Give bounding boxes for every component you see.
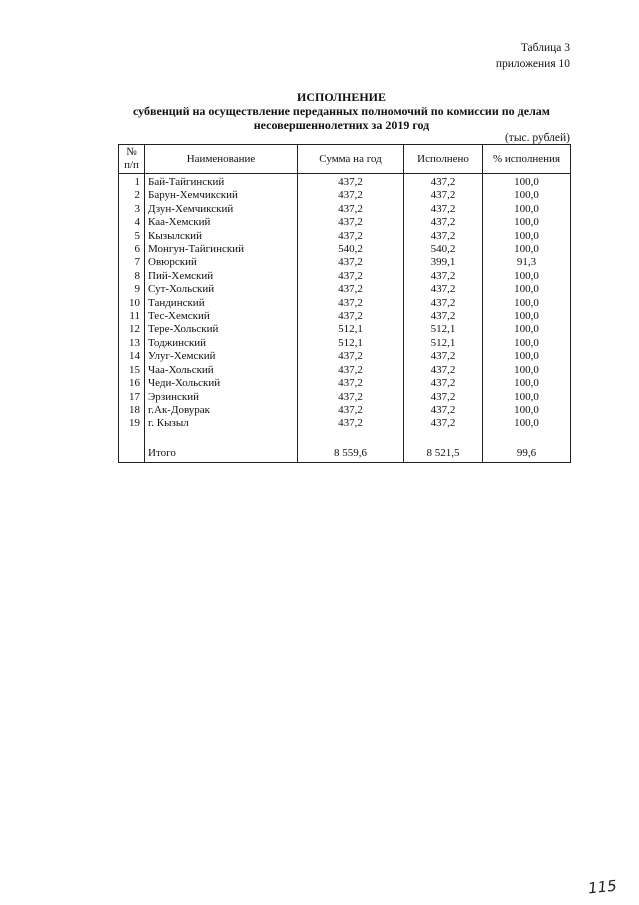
execution-percent: 100,0 (483, 216, 571, 229)
annual-sum: 437,2 (298, 270, 404, 283)
row-number: 6 (119, 243, 145, 256)
row-number: 14 (119, 350, 145, 363)
annual-sum: 437,2 (298, 297, 404, 310)
district-name: Бай-Тайгинский (145, 174, 298, 190)
annual-sum: 437,2 (298, 203, 404, 216)
table-row (119, 230, 571, 243)
document-subtitle-line1: субвенций на осуществление переданных полномочий по комиссии по делам (133, 104, 550, 118)
district-name: Тес-Хемский (145, 310, 298, 323)
table-row (119, 310, 571, 323)
executed-amount: 399,1 (404, 256, 483, 269)
execution-percent: 100,0 (483, 203, 571, 216)
execution-table (118, 144, 571, 463)
annual-sum: 437,2 (298, 364, 404, 377)
executed-amount: 437,2 (404, 391, 483, 404)
row-number: 18 (119, 404, 145, 417)
executed-amount: 512,1 (404, 337, 483, 350)
annual-sum: 437,2 (298, 174, 404, 190)
execution-percent: 100,0 (483, 243, 571, 256)
executed-amount: 437,2 (404, 216, 483, 229)
table-row (119, 391, 571, 404)
district-name: Каа-Хемский (145, 216, 298, 229)
district-name: Пий-Хемский (145, 270, 298, 283)
total-executed: 8 521,5 (404, 447, 483, 463)
table-row (119, 417, 571, 430)
row-number: 8 (119, 270, 145, 283)
executed-amount: 437,2 (404, 174, 483, 190)
row-number: 15 (119, 364, 145, 377)
row-number: 16 (119, 377, 145, 390)
appendix-reference: приложения 10 (495, 58, 570, 70)
document-subtitle-line2: несовершеннолетних за 2019 год (253, 118, 430, 132)
executed-amount: 437,2 (404, 270, 483, 283)
total-number-cell (119, 447, 145, 463)
executed-amount: 437,2 (404, 404, 483, 417)
total-label: Итого (145, 447, 298, 463)
execution-percent: 100,0 (483, 270, 571, 283)
table-row (119, 256, 571, 269)
column-header-annual-sum: Сумма на год (298, 145, 404, 174)
column-header-percent: % исполнения (483, 145, 571, 174)
table-row (119, 189, 571, 202)
district-name: Дзун-Хемчикский (145, 203, 298, 216)
executed-amount: 512,1 (404, 323, 483, 336)
district-name: Сут-Хольский (145, 283, 298, 296)
row-number: 11 (119, 310, 145, 323)
executed-amount: 437,2 (404, 283, 483, 296)
district-name: г. Кызыл (145, 417, 298, 430)
row-number: 2 (119, 189, 145, 202)
table-body (119, 174, 571, 463)
execution-percent: 100,0 (483, 283, 571, 296)
district-name: Чеди-Хольский (145, 377, 298, 390)
execution-percent: 100,0 (483, 364, 571, 377)
annual-sum: 437,2 (298, 391, 404, 404)
annual-sum: 437,2 (298, 377, 404, 390)
row-number: 19 (119, 417, 145, 430)
execution-percent: 100,0 (483, 391, 571, 404)
table-row (119, 216, 571, 229)
execution-percent: 100,0 (483, 337, 571, 350)
district-name: Монгун-Тайгинский (145, 243, 298, 256)
execution-percent: 100,0 (483, 230, 571, 243)
execution-percent: 100,0 (483, 323, 571, 336)
execution-percent: 100,0 (483, 174, 571, 190)
table-header-row (119, 145, 571, 174)
table-row (119, 364, 571, 377)
annual-sum: 437,2 (298, 256, 404, 269)
table-row (119, 350, 571, 363)
annual-sum: 540,2 (298, 243, 404, 256)
annual-sum: 437,2 (298, 417, 404, 430)
annual-sum: 437,2 (298, 230, 404, 243)
executed-amount: 437,2 (404, 364, 483, 377)
row-number: 1 (119, 174, 145, 190)
row-number: 12 (119, 323, 145, 336)
column-header-executed: Исполнено (404, 145, 483, 174)
table-row (119, 283, 571, 296)
executed-amount: 437,2 (404, 297, 483, 310)
district-name: Эрзинский (145, 391, 298, 404)
table-spacer-row (119, 431, 571, 447)
row-number: 10 (119, 297, 145, 310)
executed-amount: 437,2 (404, 350, 483, 363)
table-row (119, 377, 571, 390)
district-name: Тоджинский (145, 337, 298, 350)
page-number: 115 (587, 876, 618, 898)
row-number: 9 (119, 283, 145, 296)
execution-percent: 100,0 (483, 350, 571, 363)
annual-sum: 437,2 (298, 350, 404, 363)
table-total-row (119, 447, 571, 463)
row-number: 3 (119, 203, 145, 216)
executed-amount: 437,2 (404, 189, 483, 202)
annual-sum: 437,2 (298, 283, 404, 296)
execution-percent: 100,0 (483, 417, 571, 430)
executed-amount: 540,2 (404, 243, 483, 256)
table-row (119, 243, 571, 256)
column-header-number: № п/п (119, 145, 145, 174)
row-number: 13 (119, 337, 145, 350)
district-name: г.Ак-Довурак (145, 404, 298, 417)
district-name: Барун-Хемчикский (145, 189, 298, 202)
executed-amount: 437,2 (404, 310, 483, 323)
executed-amount: 437,2 (404, 417, 483, 430)
annual-sum: 437,2 (298, 404, 404, 417)
document-title: ИСПОЛНЕНИЕ (296, 90, 387, 104)
table-row (119, 323, 571, 336)
district-name: Улуг-Хемский (145, 350, 298, 363)
column-header-name: Наименование (145, 145, 298, 174)
total-annual-sum: 8 559,6 (298, 447, 404, 463)
execution-percent: 100,0 (483, 377, 571, 390)
annual-sum: 512,1 (298, 323, 404, 336)
annual-sum: 437,2 (298, 216, 404, 229)
row-number: 5 (119, 230, 145, 243)
table-reference: Таблица 3 (520, 42, 570, 54)
execution-percent: 100,0 (483, 404, 571, 417)
district-name: Кызылский (145, 230, 298, 243)
annual-sum: 512,1 (298, 337, 404, 350)
row-number: 4 (119, 216, 145, 229)
district-name: Тандинский (145, 297, 298, 310)
execution-percent: 100,0 (483, 189, 571, 202)
table-row (119, 337, 571, 350)
total-percent: 99,6 (483, 447, 571, 463)
execution-percent: 91,3 (483, 256, 571, 269)
executed-amount: 437,2 (404, 203, 483, 216)
annual-sum: 437,2 (298, 189, 404, 202)
executed-amount: 437,2 (404, 230, 483, 243)
execution-percent: 100,0 (483, 310, 571, 323)
district-name: Чаа-Хольский (145, 364, 298, 377)
annual-sum: 437,2 (298, 310, 404, 323)
execution-percent: 100,0 (483, 297, 571, 310)
row-number: 17 (119, 391, 145, 404)
table-row (119, 203, 571, 216)
district-name: Овюрский (145, 256, 298, 269)
table-row (119, 270, 571, 283)
row-number: 7 (119, 256, 145, 269)
district-name: Тере-Хольский (145, 323, 298, 336)
executed-amount: 437,2 (404, 377, 483, 390)
units-label: (тыс. рублей) (504, 132, 570, 144)
table-row (119, 404, 571, 417)
table-row (119, 174, 571, 190)
table-row (119, 297, 571, 310)
